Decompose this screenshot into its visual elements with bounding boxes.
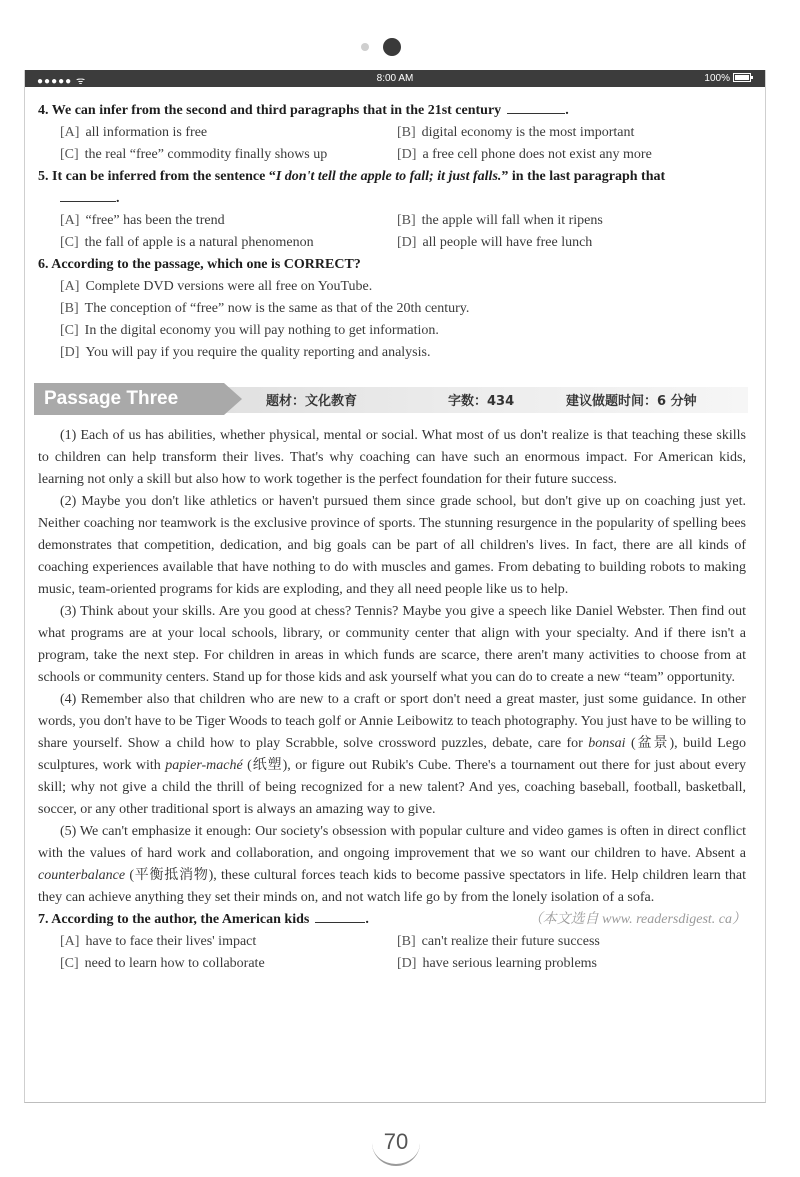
- option-a[interactable]: [A] all information is free: [60, 125, 208, 140]
- passage-title: Passage Three: [34, 383, 224, 415]
- paragraph-5: (5) We can't emphasize it enough: Our society's obsession with popular culture and video games is often in direct conflict with the values of hard work and collaboration, and ongoing improvement that we so want our children to have. Absent a counterbalance (平衡抵消物), these cultural forces teach kids to become passive spectators in life. Help children learn that they can achieve anything they set their minds on, and not watch life go by from the lonely isolation of a sofa. （本文选自 www. readersdigest. ca）: [38, 821, 746, 909]
- question-prompt: According to the author, the American kids: [51, 912, 310, 927]
- option-c[interactable]: [C] the fall of apple is a natural phenomenon: [60, 235, 314, 250]
- front-camera: [383, 38, 401, 56]
- question-7-options: [38, 931, 746, 975]
- question-number: 7.: [38, 912, 49, 927]
- option-d[interactable]: [D] You will pay if you require the quality reporting and analysis.: [60, 345, 431, 360]
- camera-sensor: [361, 43, 369, 51]
- page-content: [38, 100, 746, 975]
- battery-icon: [733, 73, 751, 82]
- option-d[interactable]: [D] have serious learning problems: [397, 956, 597, 971]
- question-5-options: [38, 210, 746, 254]
- question-5: 5. It can be inferred from the sentence “I don't tell the apple to fall; it just falls.” in the last paragraph that: [38, 169, 666, 184]
- source-citation: （本文选自 www. readersdigest. ca）: [528, 912, 746, 927]
- option-d[interactable]: [D] all people will have free lunch: [397, 235, 593, 250]
- answer-blank: [507, 101, 565, 114]
- paragraph-3: (3) Think about your skills. Are you good at chess? Tennis? Maybe you give a speech like Daniel Webster. Then find out what programs are at your local schools, library, or community center that align with your specialty. And if there isn't a program, take the next step. For children in areas in which funds are scarce, there aren't many activities to choose from at schools or community centers. Stand up for those kids and ask yourself what you can do to create a new “team” opportunity.: [38, 604, 746, 685]
- question-number: 5.: [38, 169, 49, 184]
- answer-blank-line: .: [38, 188, 746, 210]
- option-b[interactable]: [B] the apple will fall when it ripens: [397, 213, 603, 228]
- question-6-options: [38, 276, 746, 364]
- option-c[interactable]: [C] need to learn how to collaborate: [60, 956, 265, 971]
- passage-word-count: 字数：434: [448, 394, 515, 409]
- question-prompt: We can infer from the second and third paragraphs that in the 21st century: [51, 103, 502, 118]
- passage-header: [38, 383, 746, 415]
- option-a[interactable]: [A] have to face their lives' impact: [60, 934, 257, 949]
- passage-suggested-time: 建议做题时间：6 分钟: [566, 394, 697, 409]
- question-6: [38, 254, 746, 276]
- paragraph-1: (1) Each of us has abilities, whether physical, mental or social. What most of us don't realize is that teaching these skills to children can help transform their lives. That's why coaching can have such an enormous impact. For American kids, learning not only a skill but also how to work together is the perfect foundation for their future success.: [38, 428, 746, 487]
- status-bar: [25, 70, 765, 87]
- paragraph-2: (2) Maybe you don't like athletics or haven't pursued them since grade school, but don't give up on coaching just yet. Neither coaching nor teamwork is the exclusive province of sports. The stunning resurgence in the popularity of spelling bees demonstrates that competition, dedication, and big goals can be part of all children's lives. In fact, there are all kinds of coaching experiences available that have nothing to do with muscles and games. From debating to building robots to making music, team-oriented programs for kids are exploding, and they all need people like us to help.: [38, 494, 746, 597]
- option-b[interactable]: [B] can't realize their future success: [397, 934, 600, 949]
- battery-indicator: [704, 73, 751, 84]
- question-prompt: According to the passage, which one is CORRECT?: [51, 257, 361, 272]
- option-b[interactable]: [B] The conception of “free” now is the same as that of the 20th century.: [60, 301, 470, 316]
- passage-topic: 题材：文化教育: [266, 394, 358, 409]
- question-4-options: [38, 122, 746, 166]
- answer-blank: [315, 910, 365, 923]
- signal-indicator: ●●●●● ᯤ: [37, 76, 87, 87]
- status-time: 8:00 AM: [376, 73, 414, 84]
- quoted-sentence: I don't tell the apple to fall; it just falls.: [275, 169, 502, 184]
- passage-arrow: [224, 383, 242, 415]
- option-a[interactable]: [A] Complete DVD versions were all free on YouTube.: [60, 279, 373, 294]
- page-number: 70: [372, 1120, 420, 1166]
- battery-percent: 100%: [704, 73, 730, 84]
- question-7: 7. According to the author, the American kids .: [38, 912, 369, 927]
- paragraph-4: (4) Remember also that children who are new to a craft or sport don't need a great master, just some guidance. In other words, you don't have to be Tiger Woods to teach golf or Annie Leibowitz to teach photography. You just have to be willing to share yourself. Show a child how to play Scrabble, solve crossword puzzles, debate, care for bonsai (盆景), build Lego sculptures, work with papier-maché (纸塑), or figure out Rubik's Cube. There's a tournament out there for just about every skill; why not give a child the thrill of being recognized for a new talent? And yes, coaching baseball, football, basketball, soccer, or any other traditional sport is always an amazing way to give.: [38, 692, 747, 817]
- option-c[interactable]: [C] In the digital economy you will pay nothing to get information.: [60, 323, 439, 338]
- question-4: 4. We can infer from the second and third paragraphs that in the 21st century .: [38, 103, 569, 118]
- option-c[interactable]: [C] the real “free” commodity finally shows up: [60, 147, 328, 162]
- option-b[interactable]: [B] digital economy is the most important: [397, 125, 635, 140]
- question-number: 6.: [38, 257, 49, 272]
- question-number: 4.: [38, 103, 49, 118]
- option-d[interactable]: [D] a free cell phone does not exist any more: [397, 147, 652, 162]
- option-a[interactable]: [A] “free” has been the trend: [60, 213, 225, 228]
